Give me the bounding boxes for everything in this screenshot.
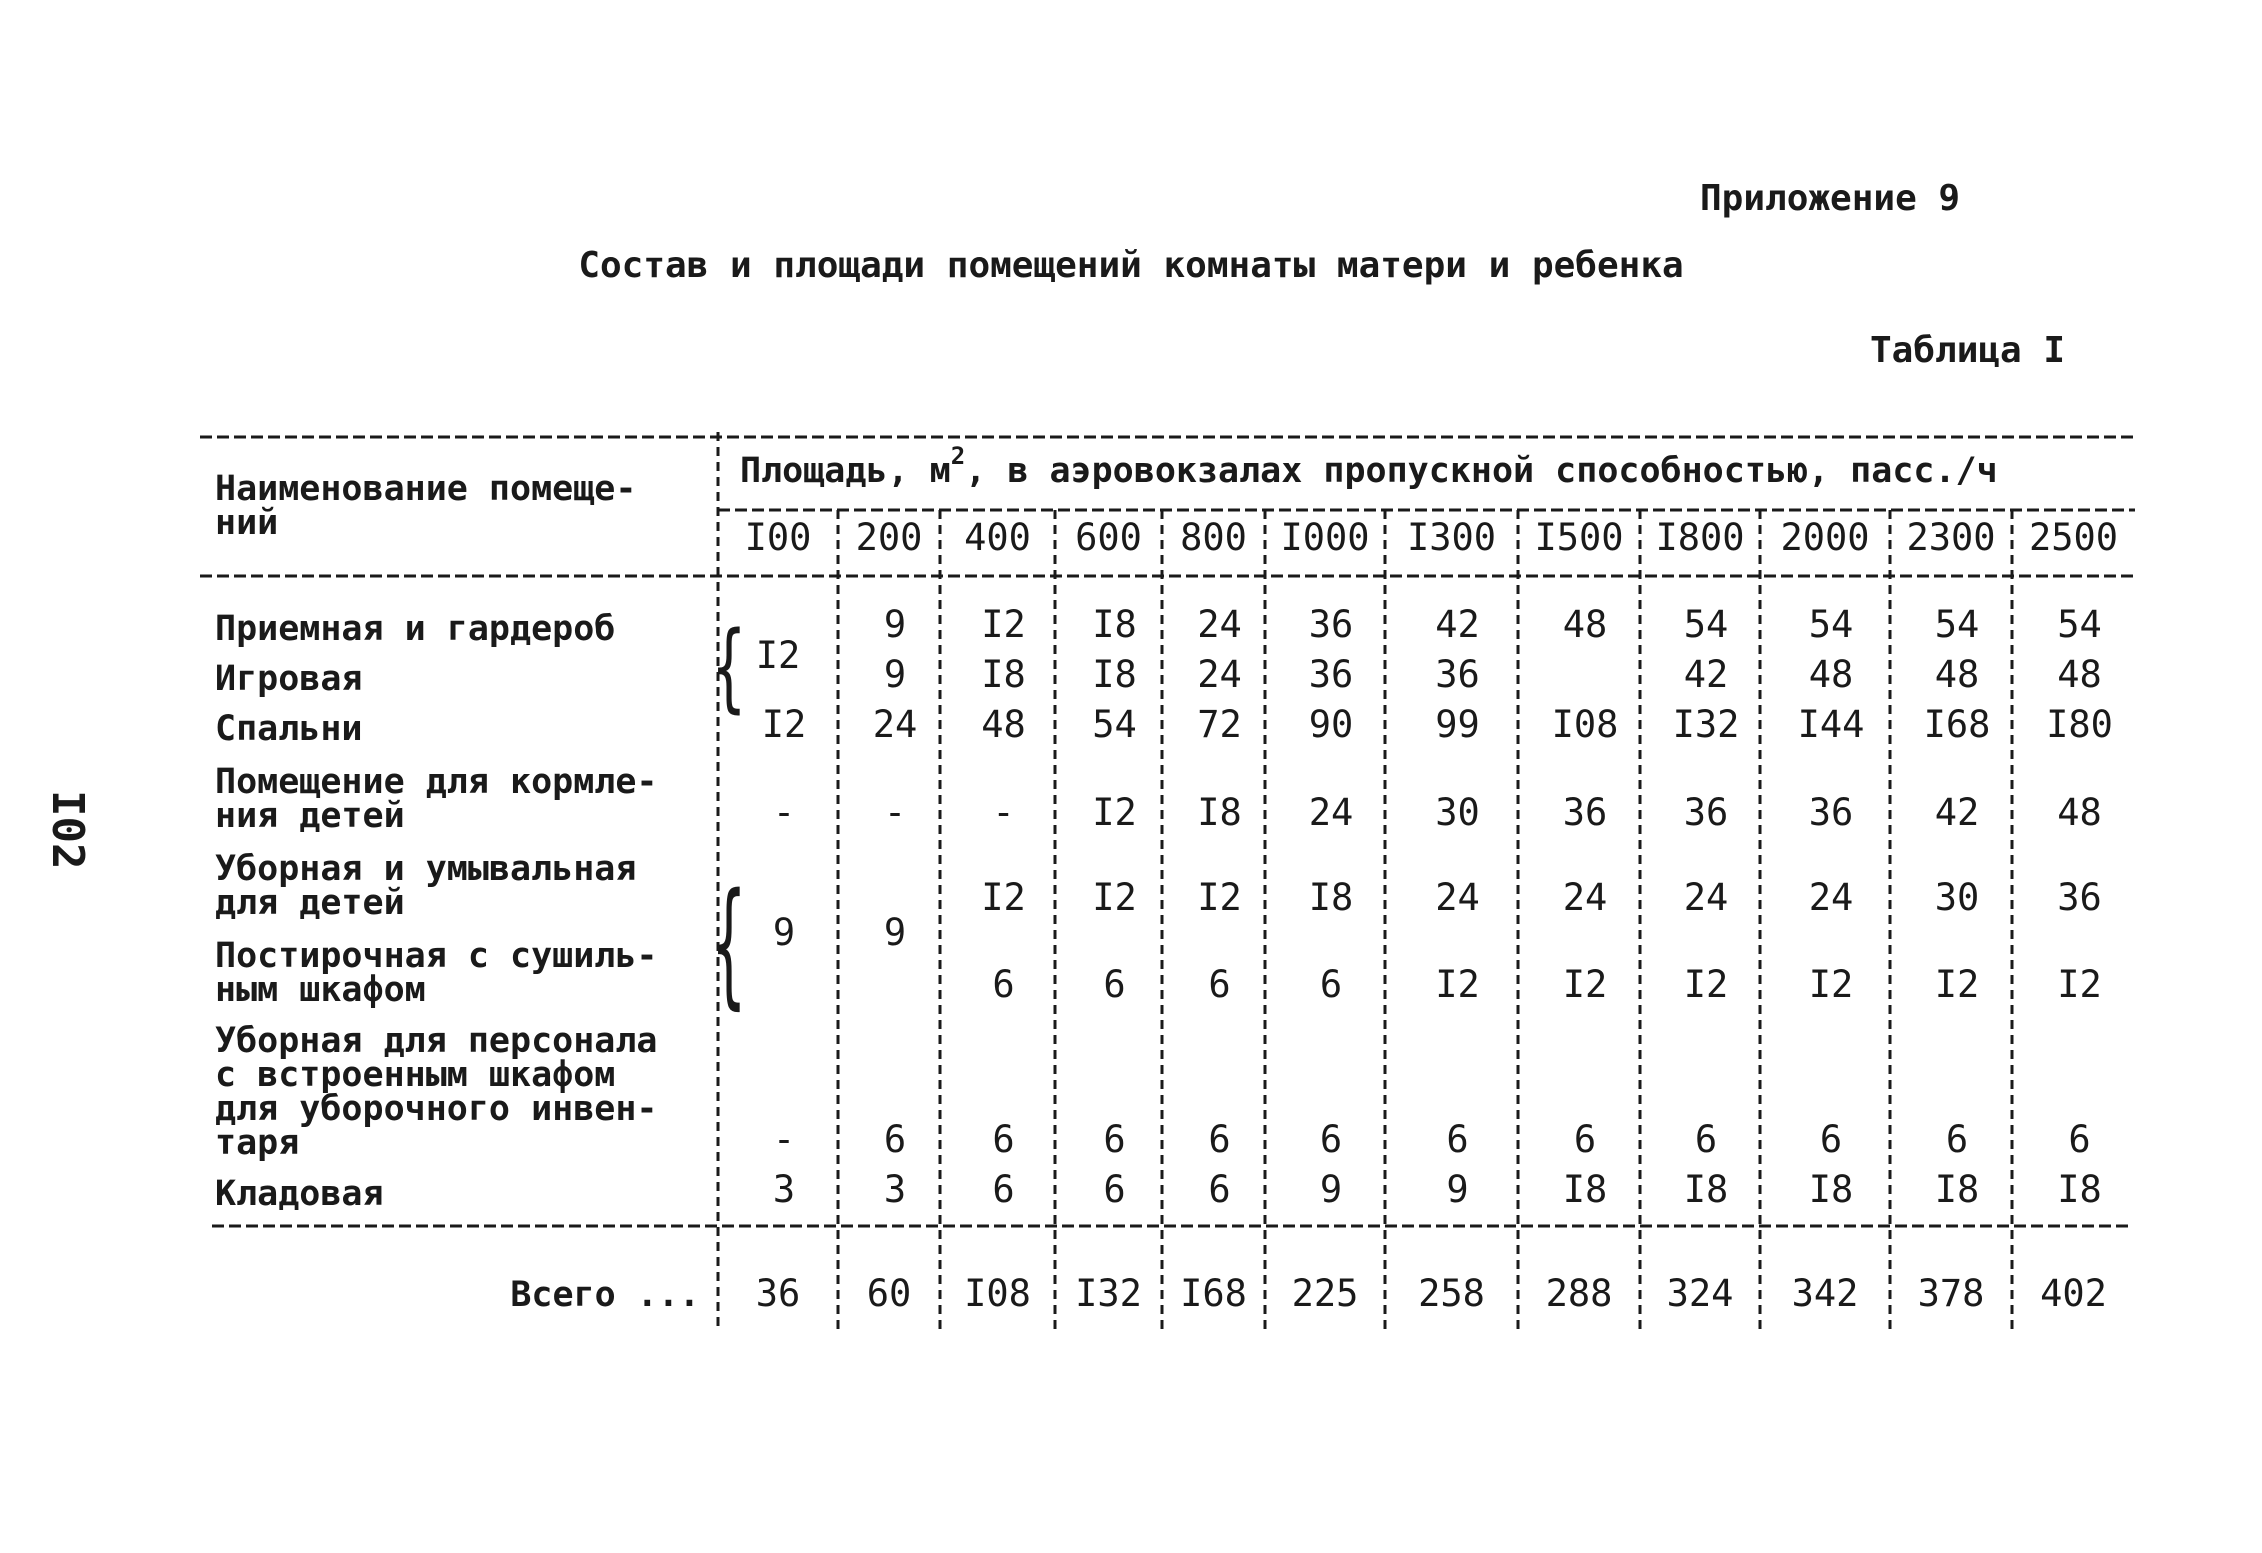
table-cell: I8 (1092, 653, 1137, 696)
table-cell: I8 (1808, 1168, 1854, 1211)
table-cell: 24 (1435, 876, 1480, 919)
table-cell: 36 (1808, 791, 1854, 834)
table-cell: 42 (1934, 791, 1980, 834)
table-cell: 6 (1694, 1118, 1718, 1161)
table-cell: 36 (1683, 791, 1729, 834)
table-cell: 6 (1819, 1118, 1843, 1161)
merged-cell: 9 (772, 911, 796, 954)
table-cell: 42 (1435, 603, 1480, 646)
table-cell: I8 (1934, 1168, 1980, 1211)
total-cell: 342 (1791, 1272, 1859, 1315)
table-cell: 24 (872, 703, 918, 746)
table-cell: 48 (981, 703, 1026, 746)
table-cell: I2 (1683, 963, 1729, 1006)
table-cell: 54 (1092, 703, 1137, 746)
table-cell: 9 (883, 603, 907, 646)
table-cell: - (772, 791, 796, 834)
total-cell: I08 (964, 1272, 1031, 1315)
total-label: Всего ... (510, 1275, 700, 1315)
row-label: Приемная и гардероб (215, 609, 616, 649)
capacity-header-cell: 2300 (1906, 516, 1996, 559)
table-cell: I2 (1197, 876, 1242, 919)
table-cell: 36 (1435, 653, 1480, 696)
row-label: Уборная для персонала (215, 1021, 658, 1061)
table-cell: 6 (1945, 1118, 1969, 1161)
table-cell: 36 (1308, 603, 1354, 646)
table-cell: I80 (2046, 703, 2113, 746)
table-cell: 48 (1808, 653, 1854, 696)
table-cell: I2 (2057, 963, 2102, 1006)
total-cell: I68 (1180, 1272, 1247, 1315)
table-cell: I8 (1683, 1168, 1729, 1211)
table-cell: 54 (1683, 603, 1729, 646)
brace-symbol: { (712, 610, 746, 724)
table-cell: I2 (1562, 963, 1608, 1006)
brace-symbol: { (712, 863, 746, 1023)
table-cell: I8 (1308, 876, 1354, 919)
table-cell: 6 (2068, 1118, 2091, 1161)
table-cell: 24 (1197, 653, 1242, 696)
row-label: для уборочного инвен- (215, 1089, 658, 1129)
table-cell: I2 (981, 876, 1026, 919)
row-label: ния детей (215, 796, 405, 836)
table-cell: 48 (1562, 603, 1608, 646)
capacity-header-cell: 2500 (2028, 516, 2119, 559)
table-cell: 36 (1562, 791, 1608, 834)
total-cell: 402 (2040, 1272, 2107, 1315)
table-cell: 36 (2057, 876, 2102, 919)
capacity-header-cell: I800 (1655, 516, 1745, 559)
row-label: Кладовая (215, 1174, 384, 1214)
row-label: с встроенным шкафом (215, 1055, 616, 1095)
page-number: I02 (42, 790, 93, 870)
capacity-header-cell: I500 (1534, 516, 1624, 559)
capacity-header-cell: 800 (1180, 516, 1247, 559)
table-cell: 6 (1208, 963, 1231, 1006)
capacity-header-cell: 2000 (1780, 516, 1870, 559)
table-cell: I08 (1551, 703, 1619, 746)
total-cell: 36 (755, 1272, 801, 1315)
table-cell: 48 (1934, 653, 1980, 696)
capacity-header-cell: I00 (744, 516, 812, 559)
table-cell: I2 (1808, 963, 1854, 1006)
total-cell: 258 (1418, 1272, 1485, 1315)
table-cell: 6 (1446, 1118, 1469, 1161)
table-cell: 6 (992, 1168, 1015, 1211)
table-cell: 9 (883, 653, 907, 696)
row-label: таря (215, 1123, 300, 1163)
table-cell: - (992, 791, 1015, 834)
column-header-name: ний (215, 503, 279, 543)
table-cell: I2 (1435, 963, 1480, 1006)
column-header-name: Наименование помеще- (215, 469, 637, 509)
table-cell: 30 (1435, 791, 1480, 834)
table-cell: 6 (992, 1118, 1015, 1161)
row-label: Игровая (215, 659, 363, 699)
total-cell: 60 (866, 1272, 912, 1315)
table-cell: I8 (1197, 791, 1242, 834)
total-cell: 324 (1666, 1272, 1734, 1315)
total-cell: I32 (1075, 1272, 1142, 1315)
table-cell: 24 (1308, 791, 1354, 834)
row-label: Помещение для кормле- (215, 762, 658, 802)
table-cell: I8 (981, 653, 1026, 696)
table-cell: 24 (1683, 876, 1729, 919)
table-cell: 24 (1808, 876, 1854, 919)
total-cell: 378 (1917, 1272, 1985, 1315)
table-cell: I32 (1672, 703, 1740, 746)
table-cell: I2 (1092, 791, 1137, 834)
table-cell: 3 (883, 1168, 907, 1211)
row-label: ным шкафом (215, 970, 426, 1010)
total-cell: 225 (1291, 1272, 1359, 1315)
table-cell: 6 (1103, 963, 1126, 1006)
table-cell: 6 (1208, 1168, 1231, 1211)
table-cell: 6 (1208, 1118, 1231, 1161)
table-cell: - (772, 1118, 796, 1161)
table-cell: 54 (1934, 603, 1980, 646)
table-cell: 6 (1103, 1118, 1126, 1161)
row-label: для детей (215, 883, 405, 923)
table-cell: I8 (1092, 603, 1137, 646)
table-cell: 30 (1934, 876, 1980, 919)
row-label: Спальни (215, 709, 363, 749)
table-cell: I68 (1923, 703, 1991, 746)
row-label: Уборная и умывальная (215, 849, 637, 889)
table-cell: 6 (1573, 1118, 1597, 1161)
table-cell: 54 (2057, 603, 2102, 646)
table-cell: 24 (1562, 876, 1608, 919)
document-title: Состав и площади помещений комнаты матери и ребенка (578, 245, 1684, 286)
table-cell: 6 (1103, 1168, 1126, 1211)
table-cell: 48 (2057, 791, 2102, 834)
table-cell: 3 (772, 1168, 796, 1211)
table-cell: 36 (1308, 653, 1354, 696)
table-cell: 24 (1197, 603, 1242, 646)
table-cell: 6 (883, 1118, 907, 1161)
table-cell: 9 (1319, 1168, 1343, 1211)
table-cell: 90 (1308, 703, 1354, 746)
table-cell: 6 (992, 963, 1015, 1006)
table-cell: I2 (981, 603, 1026, 646)
table-cell: 6 (1319, 1118, 1343, 1161)
appendix-label: Приложение 9 (1700, 178, 1961, 219)
table-cell: I8 (1562, 1168, 1608, 1211)
capacity-header-cell: I300 (1406, 516, 1497, 559)
table-cell: 72 (1197, 703, 1242, 746)
table-cell: 54 (1808, 603, 1854, 646)
row-label: Постирочная с сушиль- (215, 936, 658, 976)
table-number: Таблица I (1870, 330, 2066, 371)
table-cell: I44 (1797, 703, 1865, 746)
total-cell: 288 (1545, 1272, 1613, 1315)
capacity-header-cell: 400 (964, 516, 1031, 559)
table-cell: I2 (761, 703, 807, 746)
column-header-area: Площадь, $м^2$, в аэровокзалах пропускной способностью, пасс./ч (740, 442, 1998, 491)
table-cell: 48 (2057, 653, 2102, 696)
merged-cell: I2 (755, 634, 801, 677)
capacity-header-cell: 600 (1075, 516, 1142, 559)
table-cell: 6 (1319, 963, 1343, 1006)
table-cell: 42 (1683, 653, 1729, 696)
merged-cell: 9 (883, 911, 907, 954)
table-cell: - (883, 791, 907, 834)
table-cell: I8 (2057, 1168, 2102, 1211)
table-cell: I2 (1092, 876, 1137, 919)
capacity-header-cell: 200 (855, 516, 923, 559)
table-cell: 9 (1446, 1168, 1469, 1211)
table-cell: I2 (1934, 963, 1980, 1006)
capacity-header-cell: I000 (1280, 516, 1370, 559)
table-cell: 99 (1435, 703, 1480, 746)
